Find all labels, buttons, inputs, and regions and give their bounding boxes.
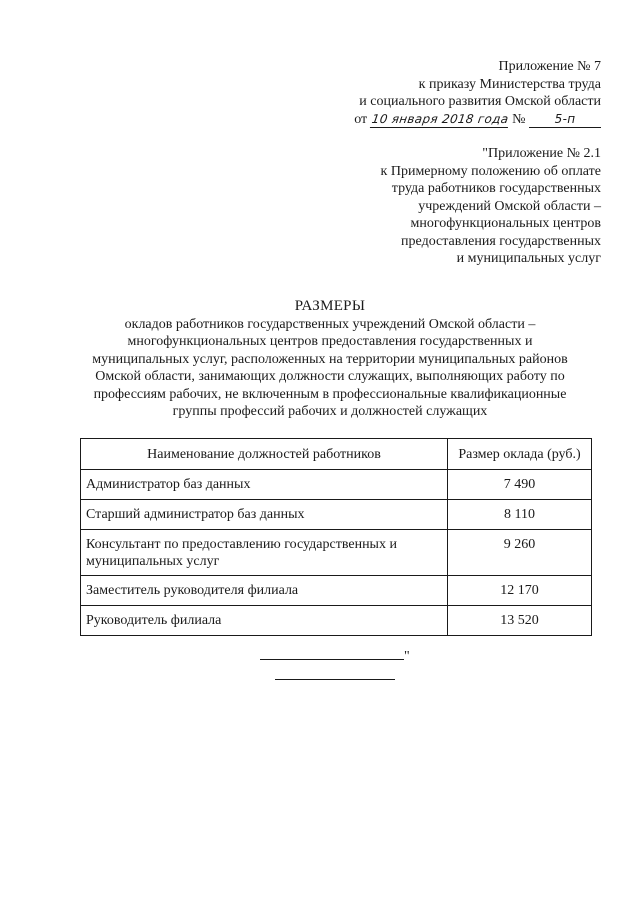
- from-label: от: [354, 111, 368, 127]
- position-name: Старший администратор баз данных: [81, 500, 448, 530]
- table-row: [81, 576, 592, 606]
- heading-line: окладов работников государственных учреждений Омской области –: [124, 316, 536, 332]
- appendix-header: [281, 58, 601, 128]
- position-name: Администратор баз данных: [81, 470, 448, 500]
- sub-appendix-line: предоставления государственных: [401, 233, 601, 249]
- heading-line: группы профессий рабочих и должностей служащих: [172, 404, 488, 419]
- table-row: [81, 470, 592, 500]
- sub-appendix-line: учреждений Омской области –: [418, 198, 601, 214]
- number-label: №: [512, 111, 526, 127]
- heading-line: Омской области, занимающих должности служащих, выполняющих работу по: [95, 369, 565, 384]
- closing-quote: ": [404, 649, 410, 664]
- position-name: Руководитель филиала: [81, 606, 448, 636]
- salary-value: 9 260: [448, 530, 592, 576]
- salary-value: 8 110: [448, 500, 592, 530]
- column-header-salary: Размер оклада (руб.): [448, 439, 592, 470]
- column-header-position: Наименование должностей работников: [81, 439, 448, 470]
- table-row: [81, 606, 592, 636]
- sub-appendix-line: многофункциональных центров: [410, 216, 601, 231]
- position-name: Заместитель руководителя филиала: [81, 576, 448, 606]
- document-title: РАЗМЕРЫ: [294, 298, 366, 314]
- table-header-row: [81, 439, 592, 470]
- salary-table: [80, 438, 592, 636]
- heading-line: многофункциональных центров предоставления государственных и: [127, 334, 533, 349]
- document-heading: [40, 298, 620, 421]
- heading-line: профессиям рабочих, не включенным в профессиональные квалификационные: [93, 386, 567, 402]
- sub-appendix-line: к Примерному положению об оплате: [380, 163, 601, 179]
- closing-separator: [275, 679, 395, 680]
- closing-mark: [260, 645, 410, 665]
- sub-appendix-line: "Приложение № 2.1: [482, 146, 601, 161]
- appendix-ministry: и социального развития Омской области: [359, 94, 601, 109]
- closing-rule: [260, 645, 404, 660]
- salary-value: 13 520: [448, 606, 592, 636]
- sub-appendix-line: труда работников государственных: [391, 181, 601, 196]
- table-row: [81, 530, 592, 576]
- appendix-order-ref: к приказу Министерства труда: [418, 76, 601, 92]
- heading-line: муниципальных услуг, расположенных на территории муниципальных районов: [92, 351, 568, 367]
- sub-appendix-line: и муниципальных услуг: [456, 251, 601, 266]
- order-date-handwritten: 10 января 2018 года: [370, 111, 510, 126]
- position-name: Консультант по предоставлению государственных и муниципальных услуг: [81, 530, 448, 576]
- sub-appendix-header: [281, 145, 601, 268]
- order-date-number-line: [281, 111, 601, 129]
- order-number-handwritten: 5-п: [529, 112, 601, 128]
- salary-value: 12 170: [448, 576, 592, 606]
- appendix-number: Приложение № 7: [498, 59, 601, 74]
- salary-value: 7 490: [448, 470, 592, 500]
- table-row: [81, 500, 592, 530]
